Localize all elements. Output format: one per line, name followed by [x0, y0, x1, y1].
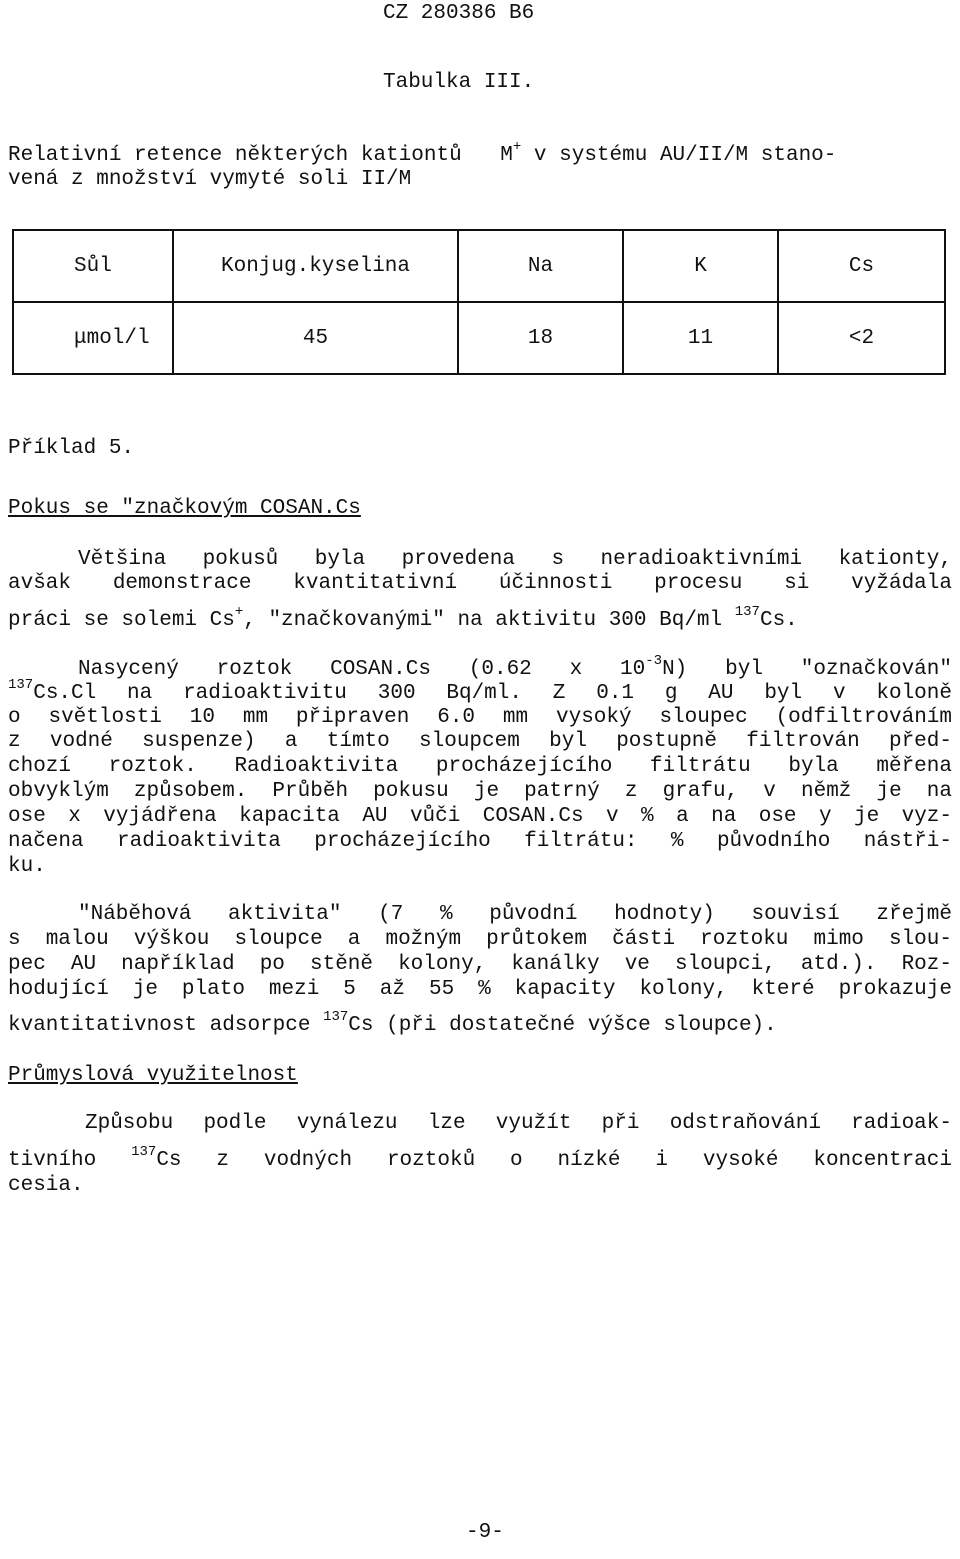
superscript: + — [234, 604, 244, 620]
para3-line5 — [8, 1009, 952, 1038]
para1-line2: avšak demonstrace kvantitativní účinnosti procesu si vyžádala — [8, 572, 952, 595]
industrial-heading: Průmyslová využitelnost — [8, 1064, 298, 1087]
para3-line3: pec AU například po stěně kolony, kanálky ve sloupci, atd.). Roz- — [8, 953, 952, 976]
table-caption-line1 — [8, 139, 952, 168]
table-cell: 18 — [458, 302, 623, 374]
superscript: -3 — [645, 653, 663, 669]
example-subheading: Pokus se "značkovým COSAN.Cs — [8, 497, 361, 520]
table-caption-line2: vená z množství vymyté soli II/M — [8, 168, 412, 191]
industrial-line3: cesia. — [8, 1174, 84, 1197]
para2-line9: ku. — [8, 855, 46, 878]
table-cell: Na — [458, 230, 623, 302]
table-cell: μmol/l — [13, 302, 173, 374]
superscript: 137 — [8, 677, 34, 693]
para2-line3: o světlosti 10 mm připraven 6.0 mm vysoký sloupec (odfiltrováním — [8, 706, 952, 729]
page-number: -9- — [466, 1521, 504, 1544]
caption-ion: M+ — [500, 139, 522, 167]
patent-number: CZ 280386 B6 — [383, 2, 535, 25]
para3-line4: hodující je plato mezi 5 až 55 % kapacity kolony, které prokazuje — [8, 978, 952, 1001]
text-run: Cs.Cl na radioaktivitu 300 Bq/ml. Z 0.1 g AU byl v koloně — [33, 682, 952, 705]
para2-line4: z vodné suspenze) a tímto sloupcem byl postupně filtrován před- — [8, 730, 952, 753]
text-run: , "značkovanými" na aktivitu 300 Bq/ml — [243, 609, 723, 632]
para1-line1: Většina pokusů byla provedena s neradioaktivními kationty, — [78, 548, 952, 571]
para2-line7: ose x vyjádřena kapacita AU vůči COSAN.Cs v % a na ose y je vyz- — [8, 805, 952, 828]
para2-line8: načena radioaktivita procházejícího filtrátu: % původního nástři- — [8, 830, 952, 853]
caption-text: Relativní retence některých kationtů — [8, 144, 462, 167]
industrial-line1: Způsobu podle vynálezu lze využít při odstraňování radioak- — [85, 1112, 952, 1135]
text-run: Cs. — [759, 609, 798, 632]
para2-line5: chozí roztok. Radioaktivita procházejícího filtrátu byla měřena — [8, 755, 952, 778]
text-run: práci se solemi Cs — [8, 609, 235, 632]
table-cell: Cs — [778, 230, 945, 302]
para1-line3 — [8, 604, 952, 633]
text-run: Cs (při dostatečné výšce sloupce). — [348, 1014, 777, 1037]
para2-line2 — [8, 677, 952, 706]
superscript: 137 — [131, 1144, 157, 1160]
text-run: tivního — [8, 1149, 97, 1172]
table-header-row — [13, 230, 945, 302]
text-run: $^{137}$Cs z vodných roztoků o nízké i vysoké koncentraci — [131, 1144, 952, 1172]
table-cell: K — [623, 230, 778, 302]
superscript: 137 — [734, 604, 760, 620]
example-heading: Příklad 5. — [8, 437, 135, 460]
para3-line1: "Náběhová aktivita" (7 % původní hodnoty) souvisí zřejmě — [78, 903, 952, 926]
table-cell: Sůl — [13, 230, 173, 302]
superscript: 137 — [323, 1009, 349, 1025]
retention-table — [12, 229, 946, 375]
text-run: kvantitativnost adsorpce — [8, 1014, 311, 1037]
para2-line6: obvyklým způsobem. Průběh pokusu je patrný z grafu, v němž je na — [8, 780, 952, 803]
table-label: Tabulka III. — [383, 71, 535, 94]
table-cell: <2 — [778, 302, 945, 374]
table-cell: 45 — [173, 302, 458, 374]
para2-line1 — [78, 653, 952, 682]
text-run: N) byl "označkován" — [662, 658, 952, 681]
table-value-row — [13, 302, 945, 374]
table-cell: Konjug.kyselina — [173, 230, 458, 302]
text-run: Nasycený roztok COSAN.Cs (0.62 x 10 — [78, 658, 646, 681]
caption-text-right: v systému AU/II/M stano- — [533, 144, 837, 167]
para3-line2: s malou výškou sloupce a možným průtokem části roztoku mimo slou- — [8, 928, 952, 951]
table-cell: 11 — [623, 302, 778, 374]
industrial-line2 — [8, 1144, 952, 1173]
